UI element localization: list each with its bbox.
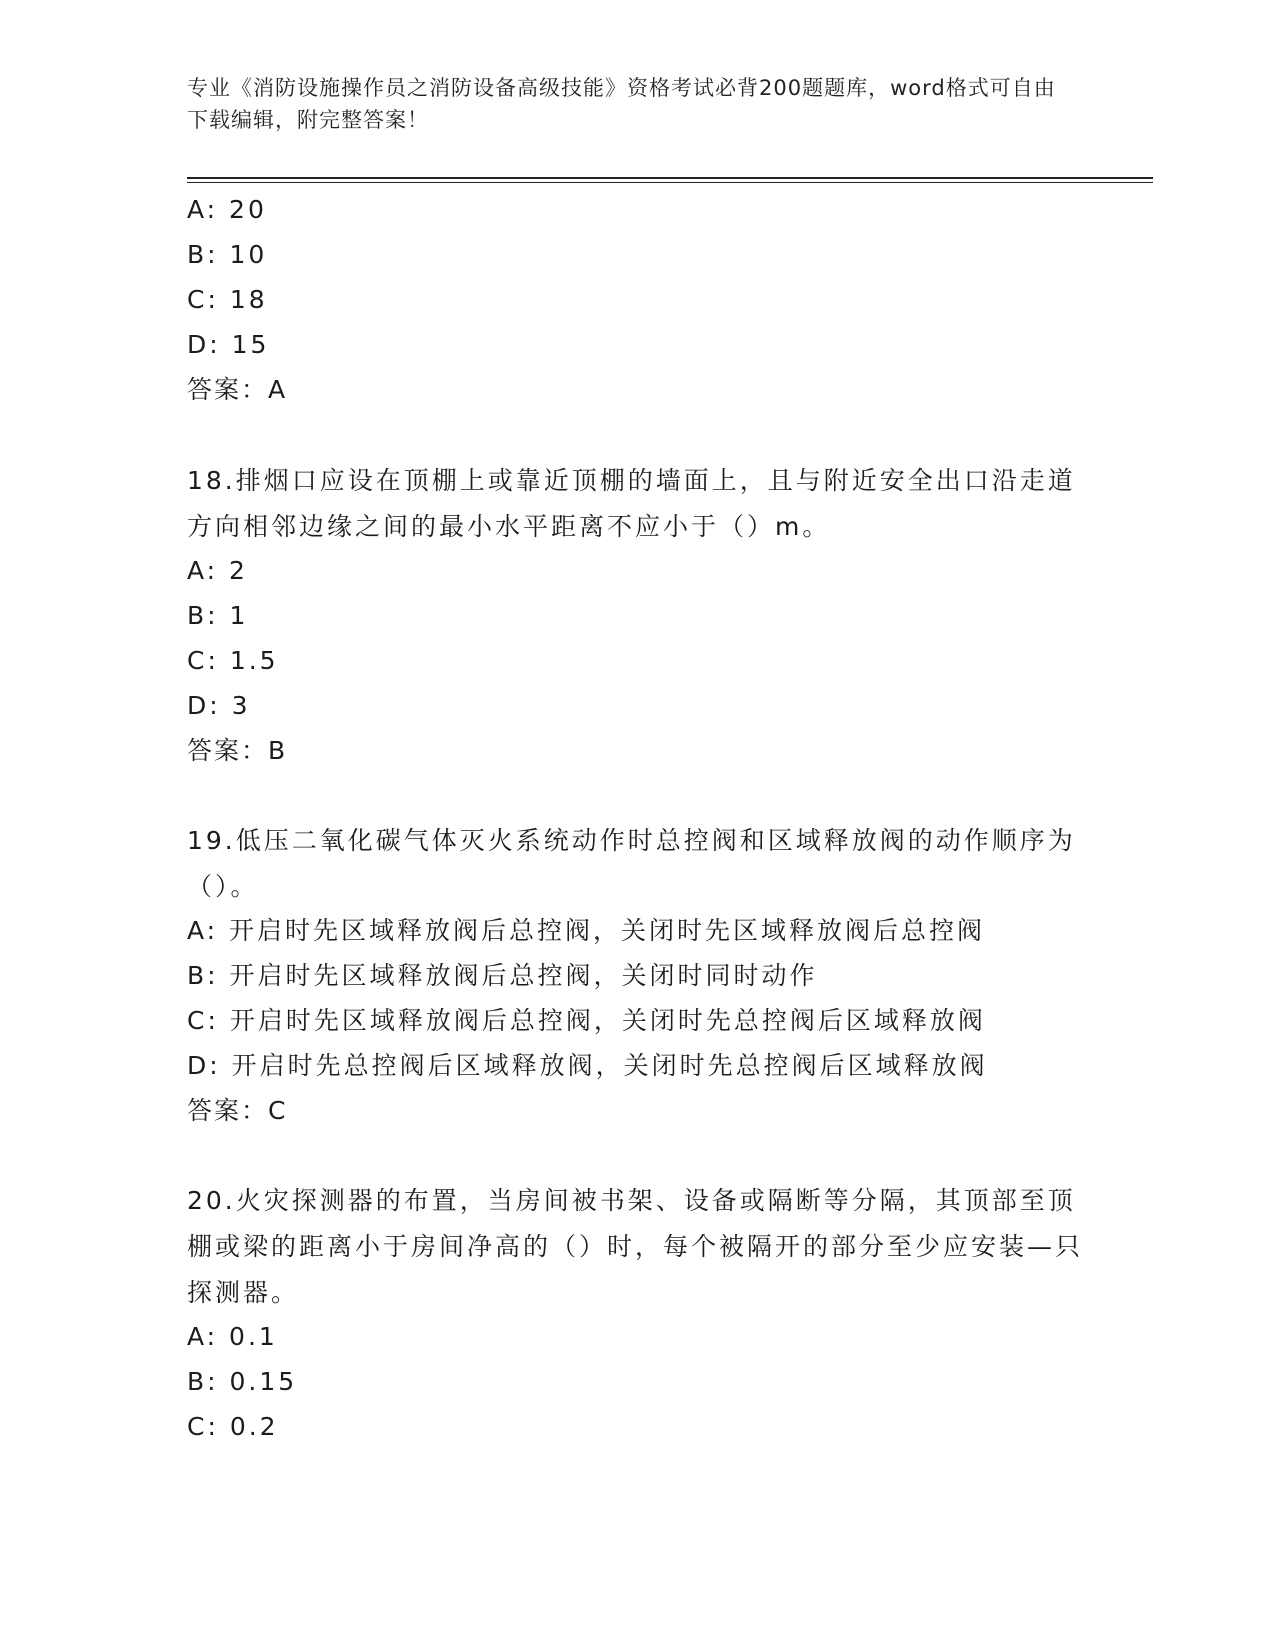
- header-rule-thick: [187, 177, 1153, 179]
- q17-answer: 答案：A: [187, 375, 288, 404]
- q19-option-a: A: 开启时先区域释放阀后总控阀，关闭时先区域释放阀后总控阀: [187, 916, 986, 945]
- q18-option-d: D: 3: [187, 691, 251, 720]
- q20-option-a: A: 0.1: [187, 1322, 278, 1351]
- q20-text: 20.火灾探测器的布置，当房间被书架、设备或隔断等分隔，其顶部至顶棚或梁的距离小于房间净高的（）时，每个被隔开的部分至少应安装—只探测器。: [187, 1186, 1084, 1307]
- q17-option-d: D: 15: [187, 330, 270, 359]
- page-header: 专业《消防设施操作员之消防设备高级技能》资格考试必背200题题库，word格式可自由下载编辑，附完整答案！: [187, 76, 1056, 132]
- q18-option-c: C: 1.5: [187, 646, 279, 675]
- q20-option-b: B: 0.15: [187, 1367, 298, 1396]
- q19-option-b: B: 开启时先区域释放阀后总控阀，关闭时同时动作: [187, 961, 818, 990]
- q18-option-a: A: 2: [187, 556, 248, 585]
- q17-option-b: B: 10: [187, 240, 268, 269]
- q19-option-c: C: 开启时先区域释放阀后总控阀，关闭时先总控阀后区域释放阀: [187, 1006, 986, 1035]
- q17-option-c: C: 18: [187, 285, 268, 314]
- header-rule-thin: [187, 182, 1153, 183]
- q18-text: 18.排烟口应设在顶棚上或靠近顶棚的墙面上，且与附近安全出口沿走道方向相邻边缘之间的最小水平距离不应小于（）m。: [187, 466, 1076, 541]
- q17-option-a: A: 20: [187, 195, 267, 224]
- q18-answer: 答案：B: [187, 736, 288, 765]
- q19-answer: 答案：C: [187, 1096, 288, 1125]
- q20-option-c: C: 0.2: [187, 1412, 279, 1441]
- q19-text: 19.低压二氧化碳气体灭火系统动作时总控阀和区域释放阀的动作顺序为（）。: [187, 826, 1076, 901]
- q19-option-d: D: 开启时先总控阀后区域释放阀，关闭时先总控阀后区域释放阀: [187, 1051, 988, 1080]
- q18-option-b: B: 1: [187, 601, 249, 630]
